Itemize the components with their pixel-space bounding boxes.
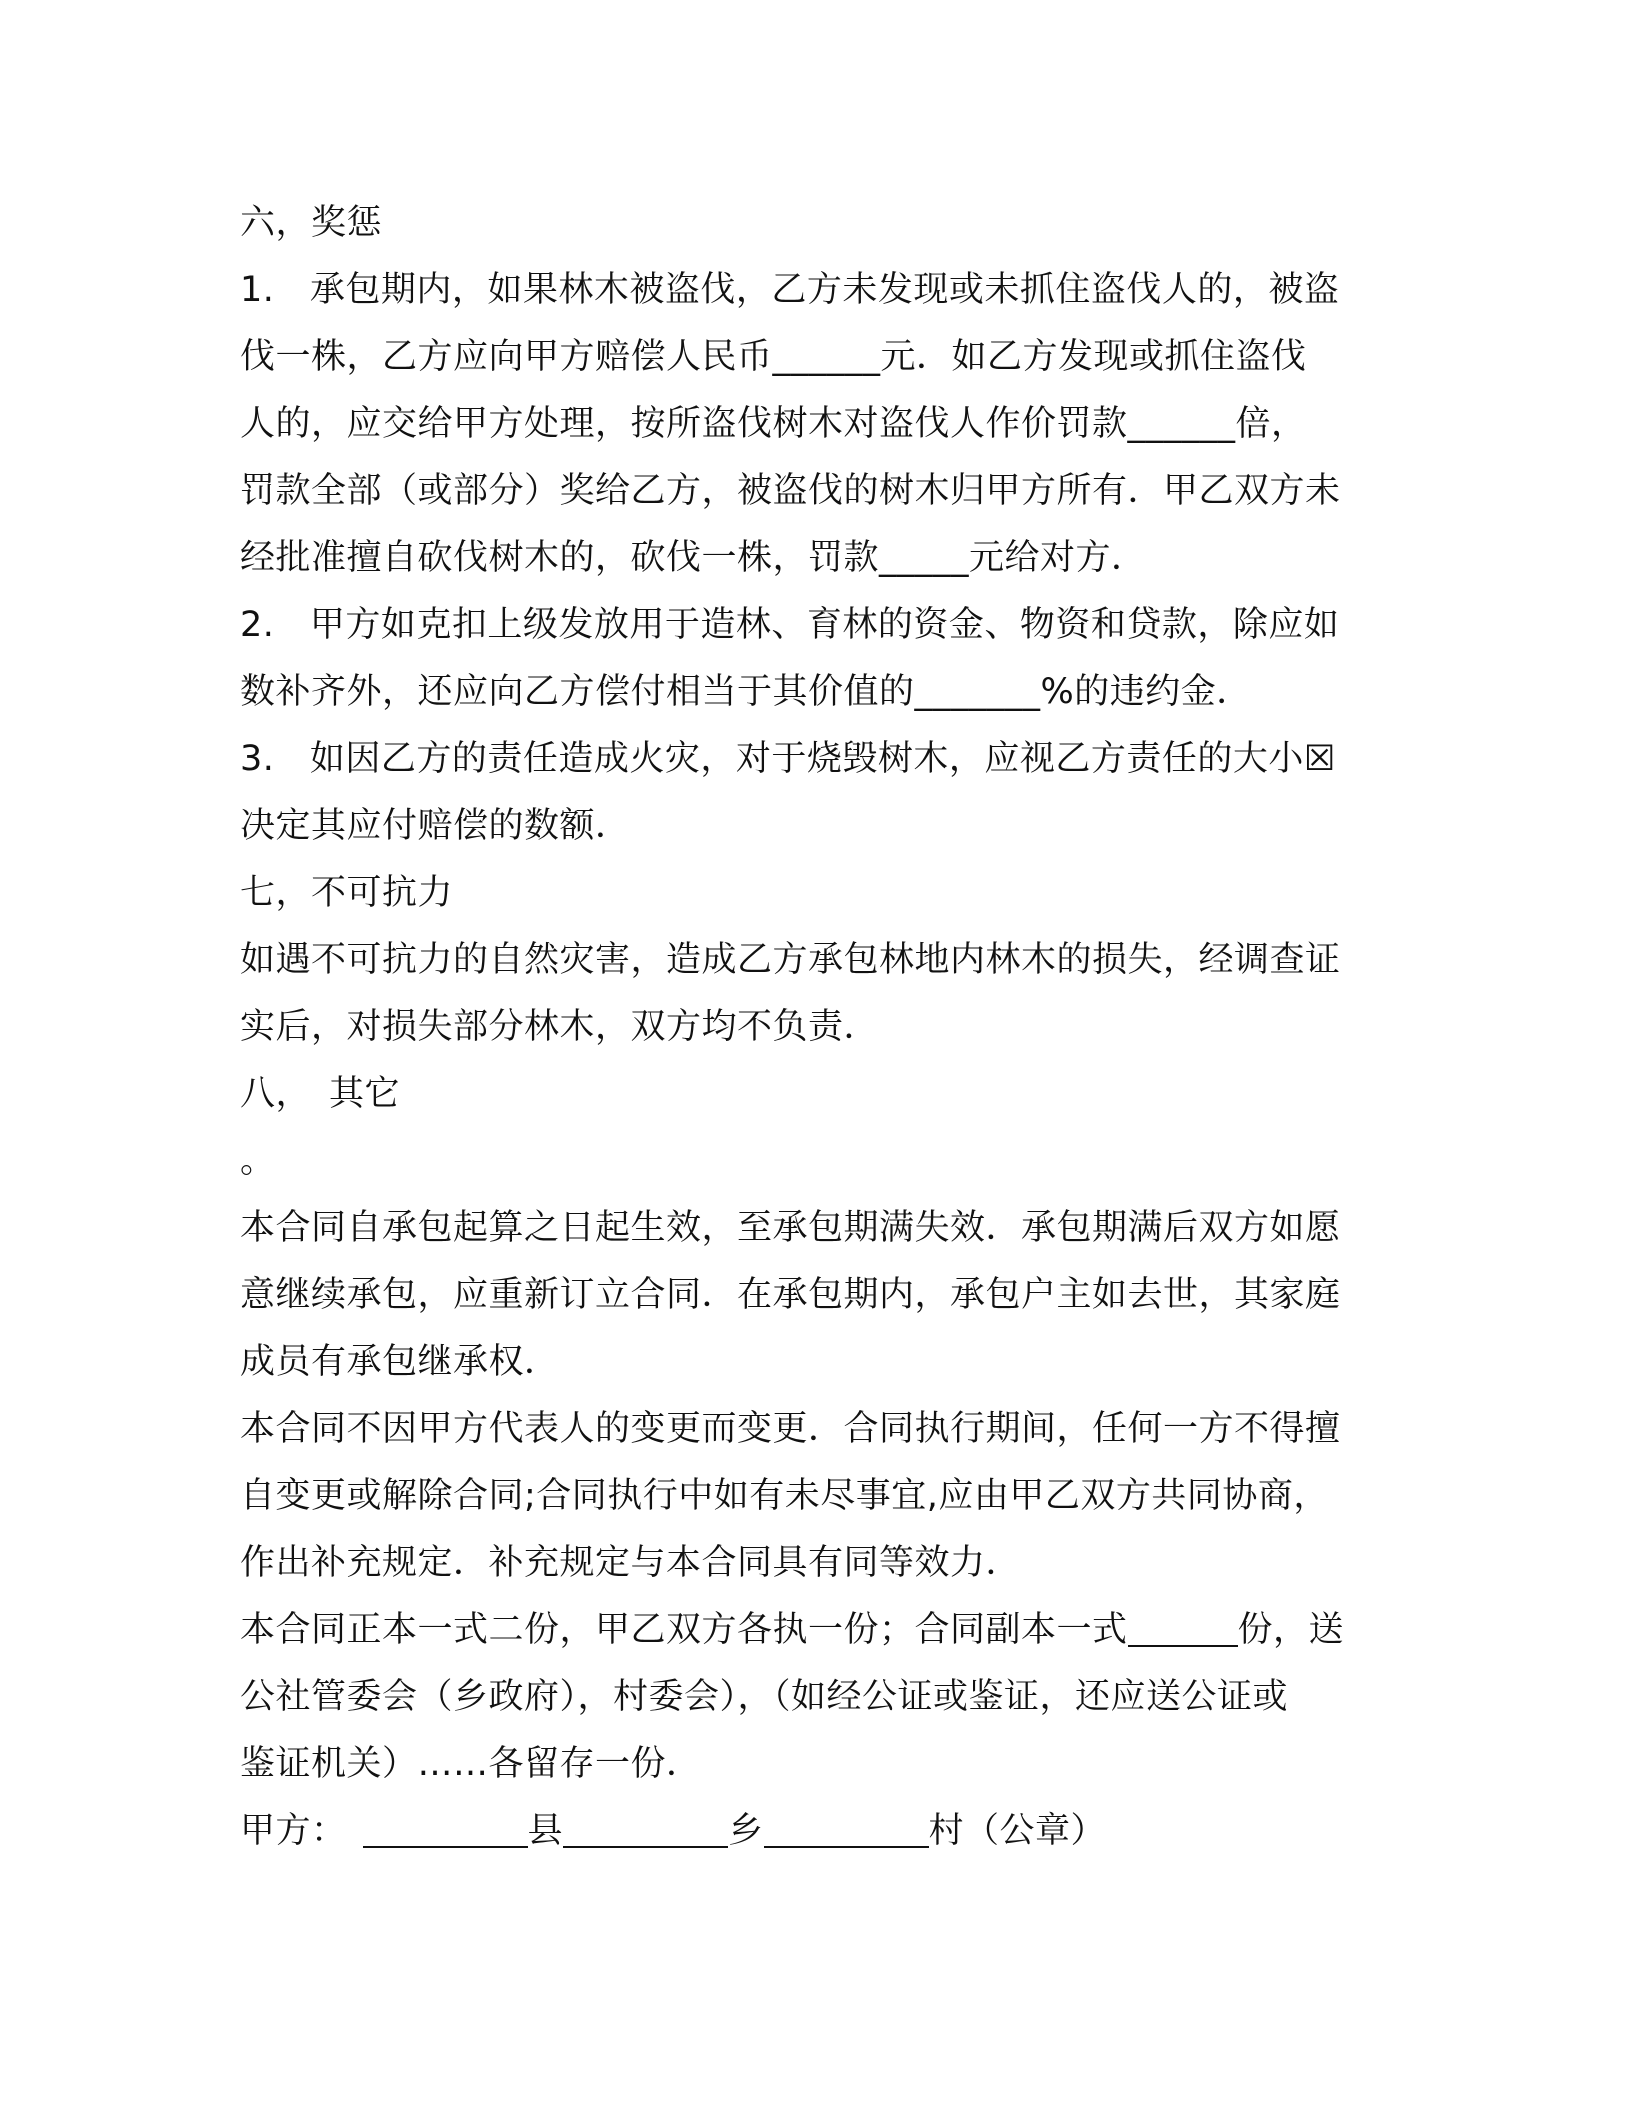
copies-blank [1128,1605,1238,1647]
paragraph-line: 2. 甲方如克扣上级发放用于造林、育林的资金、物资和贷款，除应如 [240,605,1340,645]
paragraph-line: 作出补充规定．补充规定与本合同具有同等效力． [240,1543,1022,1583]
copies-text-after: 份，送 [1237,1610,1345,1650]
paragraph-line: 本合同不因甲方代表人的变更而变更．合同执行期间，任何一方不得擅 [240,1409,1341,1449]
paragraph-line: 经批准擅自砍伐树木的，砍伐一株，罚款_____元给对方． [240,538,1147,578]
section-heading-other: 八， 其它 [240,1074,401,1114]
paragraph-line: 人的，应交给甲方处理，按所盗伐树木对盗伐人作价罚款______倍， [240,404,1307,444]
paragraph-line: 实后，对损失部分林木，双方均不负责． [240,1007,880,1047]
paragraph-line: 。 [240,1141,276,1181]
signature-line [240,1798,1390,1865]
paragraph-line: 3. 如因乙方的责任造成火灾，对于烧毁树木，应视乙方责任的大小☒ [240,739,1336,779]
paragraph-line: 公社管委会（乡政府），村委会），（如经公证或鉴证，还应送公证或 [240,1677,1289,1717]
township-label: 乡 [728,1811,764,1851]
party-a-label: 甲方： [240,1811,347,1851]
paragraph-line: 本合同自承包起算之日起生效，至承包期满失效．承包期满后双方如愿 [240,1208,1341,1248]
paragraph-line: 伐一株，乙方应向甲方赔偿人民币______元．如乙方发现或抓住盗伐 [240,337,1307,377]
village-label: 村（公章） [928,1811,1107,1851]
paragraph-line: 决定其应付赔偿的数额． [240,806,631,846]
village-blank [764,1806,929,1848]
paragraph-line: 1. 承包期内，如果林木被盗伐，乙方未发现或未抓住盗伐人的，被盗 [240,270,1340,310]
paragraph-line: 自变更或解除合同;合同执行中如有未尽事宜,应由甲乙双方共同协商， [240,1476,1329,1516]
paragraph-line: 成员有承包继承权． [240,1342,560,1382]
paragraph-line: 意继续承包，应重新订立合同．在承包期内，承包户主如去世，其家庭 [240,1275,1341,1315]
paragraph-line: 罚款全部（或部分）奖给乙方，被盗伐的树木归甲方所有．甲乙双方未 [240,471,1341,511]
township-blank [563,1806,728,1848]
paragraph-line: 如遇不可抗力的自然灾害，造成乙方承包林地内林木的损失，经调查证 [240,940,1341,980]
copies-line [240,1597,1390,1664]
section-heading-rewards-penalties: 六，奖惩 [240,203,383,243]
section-heading-force-majeure: 七，不可抗力 [240,873,454,913]
county-label: 县 [527,1811,564,1851]
paragraph-line: 数补齐外，还应向乙方偿付相当于其价值的_______%的违约金． [240,672,1252,712]
contract-page [240,190,1390,1865]
paragraph-line: 鉴证机关）……各留存一份． [240,1744,702,1784]
county-blank [363,1806,528,1848]
copies-text-before: 本合同正本一式二份，甲乙双方各执一份；合同副本一式 [240,1610,1128,1650]
